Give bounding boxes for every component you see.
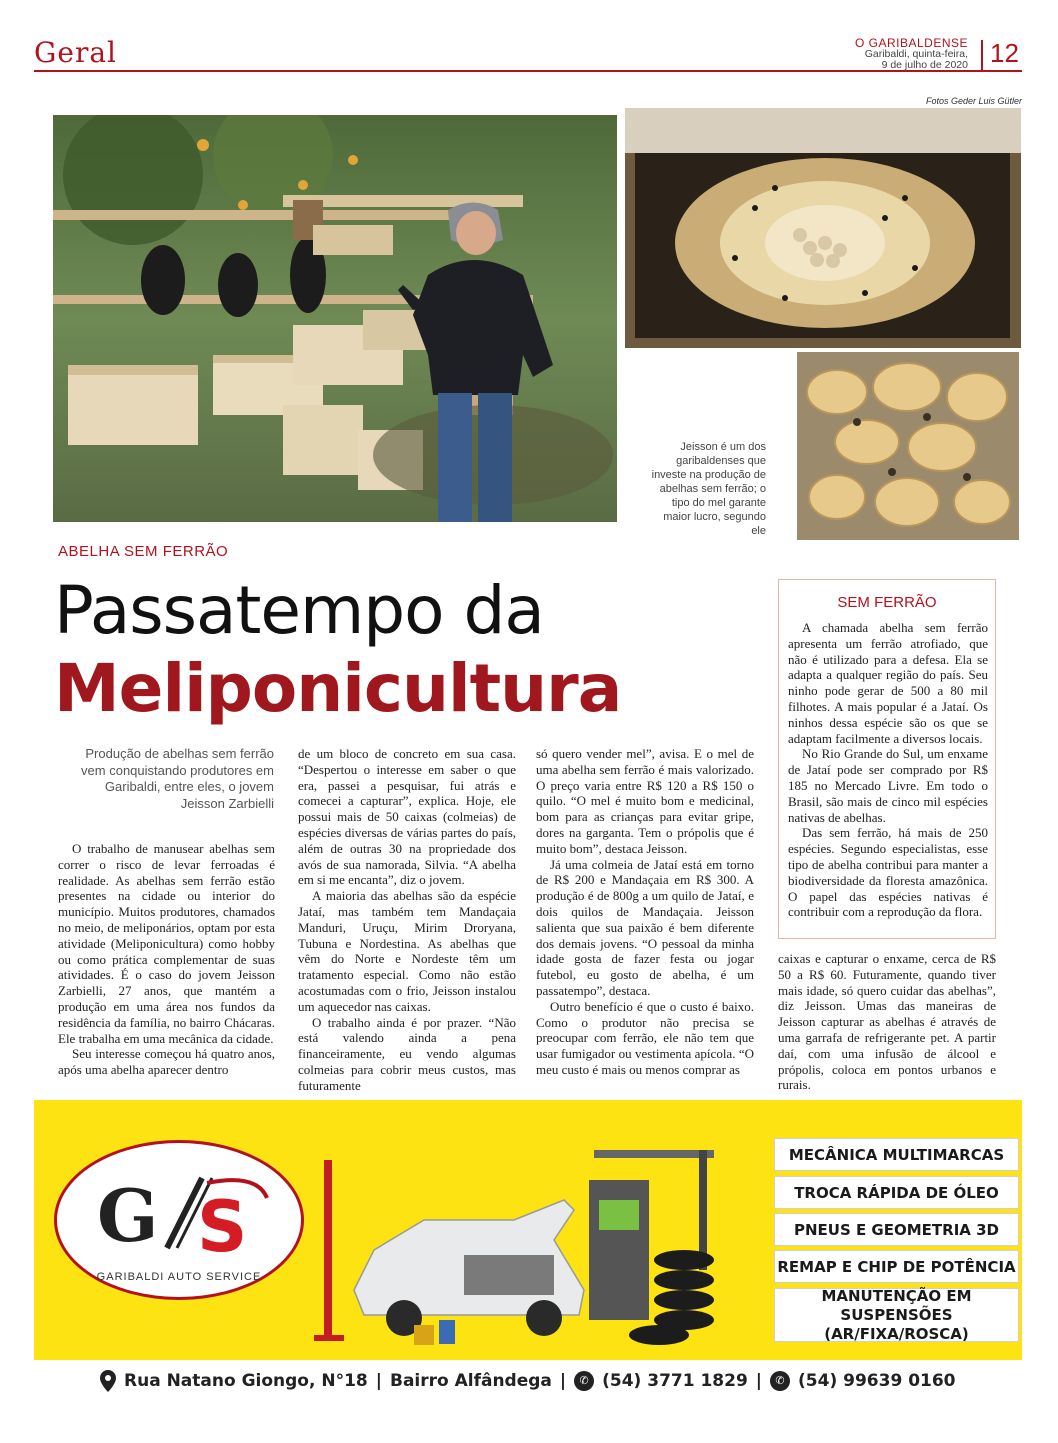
ad-logo-text: GARIBALDI AUTO SERVICE: [96, 1271, 262, 1283]
ad-contact-line: [100, 1370, 956, 1392]
hive-photo: [625, 108, 1021, 348]
dateline-1: Garibaldi, quinta-feira,: [864, 48, 968, 60]
sidebar-text: [788, 620, 988, 920]
masthead: [855, 38, 968, 71]
beekeeper-photo-illustration: [53, 115, 617, 522]
service-item: MANUTENÇÃO EM SUSPENSÕES (AR/FIXA/ROSCA): [774, 1288, 1019, 1342]
article-paragraph: O trabalho de manusear abelhas sem correr o risco de levar ferroadas é realidade. As abelhas sem ferrão estão presentes na cidade ou interior do município. Muitos produtores, chamados no meio, de meliponários, optam por esta atividade (Meliponicultura) como hobby ou como prática complementar de suas atividades. É o caso do jovem Jeisson Zarbielli, 27 anos, que mantém a produção em uma área nos fundos da residência da família, no bairro Chácaras. Ele trabalha em uma mecânica da cidade.: [58, 841, 275, 1046]
svg-text:G: G: [97, 1173, 159, 1258]
ad-logo: [54, 1140, 304, 1300]
article-paragraph: caixas e capturar o enxame, cerca de R$ 50 a R$ 60. Futuramente, quando tiver mais idade, só quero cuidar das abelhas”, diz Jeisson. Umas das maneiras de Jeisson capturar as abelhas é através de uma garrafa de refrigerante pet. A partir daí, com uma infusão de álcool e própolis, coloca em pontos urbanos e rurais.: [778, 951, 996, 1093]
article-column-1: [58, 841, 275, 1078]
ad-phone-2: (54) 99639 0160: [798, 1371, 956, 1391]
service-item: MECÂNICA MULTIMARCAS: [774, 1138, 1019, 1171]
sidebar-paragraph: A chamada abelha sem ferrão apresenta um ferrão atrofiado, que não é utilizado para a defesa. Ela se adapta a qualquer região do país. Seu ninho pode gerar de 500 a 80 mil filhotes. A mais popular é a Jataí. Os ninhos dessa espécie são os que se adaptam facilmente a diversos locais.: [788, 620, 988, 746]
sidebar-paragraph: Das sem ferrão, há mais de 250 espécies. Segundo especialistas, esse tipo de abelha contribui para manter a biodiversidade da floresta amazônica. O papel das espécies nativas é contribuir com a reprodução da flora.: [788, 825, 988, 920]
photo-caption: Jeisson é um dos garibaldenses que investe na produção de abelhas sem ferrão; o tipo do mel garante maior lucro, segundo ele: [651, 441, 766, 537]
article-paragraph: A maioria das abelhas são da espécie Jataí, mas também tem Mandaçaia Manduri, Uruçu, Mirim Droryana, Tubuna e Nordestina. As abelhas que vêm do Norte e Nordeste têm um tratamento especial. Como não estão acostumadas com o frio, Jeisson instalou um aquecedor nas caixas.: [298, 888, 516, 1014]
article-kicker: ABELHA SEM FERRÃO: [58, 543, 229, 560]
service-item: REMAP E CHIP DE POTÊNCIA: [774, 1250, 1019, 1283]
article-column-3: [536, 746, 754, 1078]
section-title: Geral: [34, 36, 117, 69]
photo-credit: Fotos Geder Luis Gütler: [925, 96, 1022, 106]
page-number-divider: [981, 40, 983, 70]
article-paragraph: Já uma colmeia de Jataí está em torno de R$ 200 e Mandaçaia em R$ 300. A produção é de 800g a um quilo de Jataí, e dois quilos de Mandaçaia. Jeisson salienta que sua paixão é bem diferente dos demais jovens. “O pessoal da minha idade gosta de fazer festa ou jogar futebol, eu gosto de abelha, é um passatempo”, destaca.: [536, 856, 754, 998]
sidebar-title: SEM FERRÃO: [837, 594, 937, 611]
article-column-4: [778, 951, 996, 1093]
headline-line-1: Passatempo da: [54, 572, 544, 649]
service-item: TROCA RÁPIDA DE ÓLEO: [774, 1176, 1019, 1209]
whatsapp-icon: ✆: [574, 1371, 594, 1391]
honeycomb-closeup-photo: [795, 350, 1021, 542]
article-lead: Produção de abelhas sem ferrão vem conquistando produtores em Garibaldi, entre eles, o jovem Jeisson Zarbielli: [81, 746, 274, 811]
honeycomb-photo-illustration: [625, 108, 1021, 348]
ad-district: Bairro Alfândega: [389, 1371, 552, 1391]
whatsapp-icon: ✆: [770, 1371, 790, 1391]
honeycomb-closeup-illustration: [797, 352, 1019, 540]
dateline-2: 9 de julho de 2020: [881, 59, 968, 71]
article-paragraph: Seu interesse começou há quatro anos, após uma abelha aparecer dentro: [58, 1046, 275, 1078]
separator: |: [755, 1371, 763, 1391]
car-service-illustration: [314, 1140, 734, 1350]
main-photo: [53, 115, 617, 522]
sidebar-paragraph: No Rio Grande do Sul, um enxame de Jataí pode ser comprado por R$ 185 no Mercado Livre. Em todo o Brasil, são mais de cinco mil espécies nativas de abelhas.: [788, 746, 988, 825]
advertisement: [34, 1100, 1022, 1405]
service-item: PNEUS E GEOMETRIA 3D: [774, 1213, 1019, 1246]
separator: |: [375, 1371, 382, 1391]
page-number: 12: [990, 38, 1019, 68]
article-paragraph: só quero vender mel”, avisa. E o mel de uma abelha sem ferrão é mais valorizado. O preço varia entre R$ 120 a R$ 150 o quilo. “O mel é muito bom e medicinal, bom para as crianças para evitar gripe, dores na garganta. Tem o própolis que é muito bom”, destaca Jeisson.: [536, 746, 754, 856]
publication-name: O GARIBALDENSE: [854, 36, 968, 50]
ad-phone-1: (54) 3771 1829: [602, 1371, 748, 1391]
svg-text:S: S: [197, 1186, 248, 1268]
article-column-2: [298, 746, 516, 1094]
ad-address: Rua Natano Giongo, N°18: [124, 1371, 368, 1391]
headline-line-2: Meliponicultura: [54, 650, 622, 727]
article-paragraph: Outro benefício é que o custo é baixo. Como o produtor não precisa se preocupar com ferrão, ele não tem que usar fumigador ou vestimenta apícola. “O meu custo é mais ou menos comprar as: [536, 998, 754, 1077]
location-pin-icon: [100, 1370, 116, 1392]
article-paragraph: O trabalho ainda é por prazer. “Não está valendo ainda a pena financeiramente, eu vendo algumas colmeias para cobrir meus custos, mas futuramente: [298, 1014, 516, 1093]
separator: |: [559, 1371, 567, 1391]
article-paragraph: de um bloco de concreto em sua casa. “Despertou o interesse em saber o que era, passei a pesquisar, fui atrás e comecei a capturar”, explica. Hoje, ele possui mais de 50 caixas (colmeias) de espécies diversas de várias partes do país, além de outras 30 na propriedade dos avós de sua namorada, Silvia. “A abelha em si me encanta”, diz o jovem.: [298, 746, 516, 888]
